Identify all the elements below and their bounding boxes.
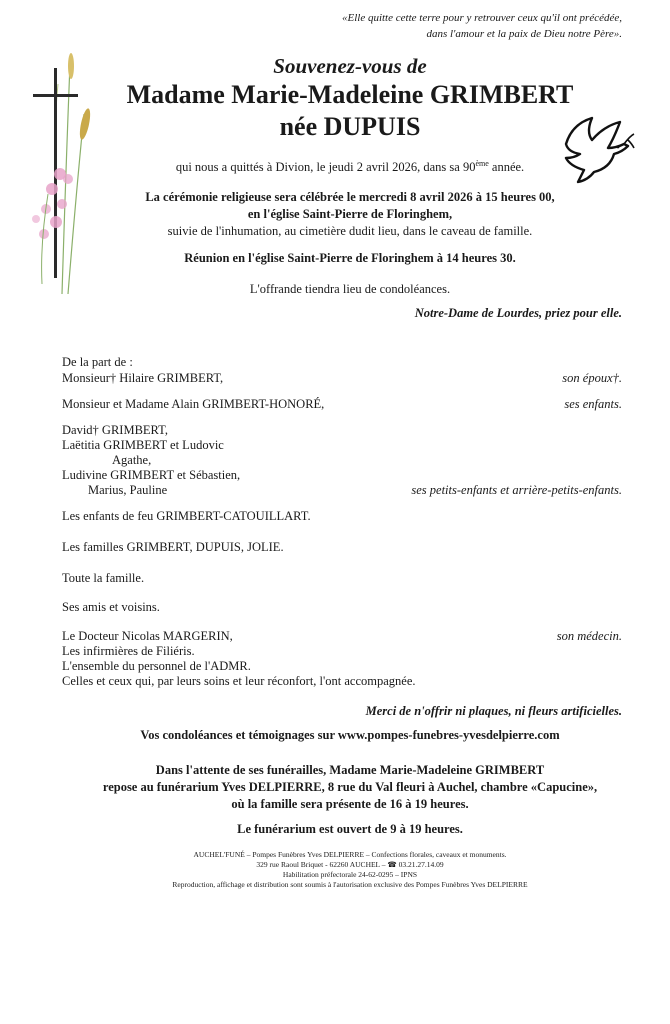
epigraph [262,10,622,42]
family-children-relation: ses enfants. [564,397,622,411]
care-line: L'ensemble du personnel de l'ADMR. [62,659,251,673]
epigraph-line: «Elle quitte cette terre pour y retrouver ceux qu'il ont précédée, [341,12,622,24]
family-doctor-relation: son médecin. [556,629,622,643]
care-line: Les infirmières de Filiéris. [62,644,195,658]
footer-line: Reproduction, affichage et distribution sont soumis à l'autorisation exclusive des Pompes Funèbres Yves DELPIERRE [172,880,528,889]
family-toute: Toute la famille. [62,571,145,585]
family-doctor: Le Docteur Nicolas MARGERIN, [62,629,233,643]
footer-line: AUCHEL'FUNÉ – Pompes Funèbres Yves DELPIERRE – Confections florales, caveaux et monuments. [193,850,507,859]
funerarium-line: repose au funérarium Yves DELPIERRE, 8 rue du Val fleuri à Auchel, chambre «Capucine», [102,780,598,794]
funerarium-block [0,762,670,813]
family-spouse: Monsieur† Hilaire GRIMBERT, [62,371,224,385]
grandchild-line: Marius, Pauline [88,483,168,497]
ceremony-block [0,189,670,240]
family-grandchildren-relation: ses petits-enfants et arrière-petits-enfants. [411,483,622,497]
family-intro: De la part de : [62,355,133,369]
family-care [62,644,416,689]
offrande-line: L'offrande tiendra lieu de condoléances. [249,282,451,296]
footer-line: Habilitation préfectorale 24-62-0295 – IPNS [282,870,418,879]
grandchild-line: David† GRIMBERT, [62,423,168,437]
family-families: Les familles GRIMBERT, DUPUIS, JOLIE. [62,540,284,554]
souvenez-title: Souvenez-vous de [273,54,427,78]
footer-line: 329 rue Raoul Briquet - 62260 AUCHEL – ☎ 03.21.27.14.09 [256,860,444,869]
grandchild-line: Laëtitia GRIMBERT et Ludovic [62,438,224,452]
hours-line: Le funérarium est ouvert de 9 à 19 heures. [237,822,463,836]
reunion-line: Réunion en l'église Saint-Pierre de Floringhem à 14 heures 30. [184,251,516,265]
funerarium-line: où la famille sera présente de 16 à 19 heures. [231,797,469,811]
grandchild-line: Ludivine GRIMBERT et Sébastien, [62,468,241,482]
funerarium-line: Dans l'attente de ses funérailles, Madame Marie-Madeleine GRIMBERT [155,763,545,777]
family-feu: Les enfants de feu GRIMBERT-CATOUILLART. [62,509,311,523]
death-line-sup: ème [475,159,489,168]
epigraph-line: dans l'amour et la paix de Dieu notre Père». [426,28,622,40]
ceremony-line: La cérémonie religieuse sera célébrée le mercredi 8 avril 2026 à 15 heures 00, [145,190,555,204]
death-line-text: qui nous a quittés à Divion, le jeudi 2 avril 2026, dans sa 90 [175,160,476,175]
family-amis: Ses amis et voisins. [62,600,160,614]
merci-line: Merci de n'offrir ni plaques, ni fleurs artificielles. [365,704,622,718]
footer [0,850,670,890]
ceremony-line: suivie de l'inhumation, au cimetière dudit lieu, dans le caveau de famille. [167,224,533,238]
death-line [0,159,670,175]
condoleances-line: Vos condoléances et témoignages sur www.pompes-funebres-yvesdelpierre.com [140,728,560,742]
lourdes-line: Notre-Dame de Lourdes, priez pour elle. [414,306,622,320]
deceased-name: Madame Marie-Madeleine GRIMBERT [126,80,574,109]
family-grandchildren [62,423,240,498]
care-line: Celles et ceux qui, par leurs soins et leur réconfort, l'ont accompagnée. [62,674,416,688]
ceremony-line: en l'église Saint-Pierre de Floringhem, [247,207,453,221]
family-spouse-relation: son époux†. [562,371,622,385]
grandchild-line: Agathe, [112,453,152,467]
maiden-name: née DUPUIS [279,112,421,141]
family-children: Monsieur et Madame Alain GRIMBERT-HONORÉ, [62,397,325,411]
death-line-end: année. [488,160,525,175]
